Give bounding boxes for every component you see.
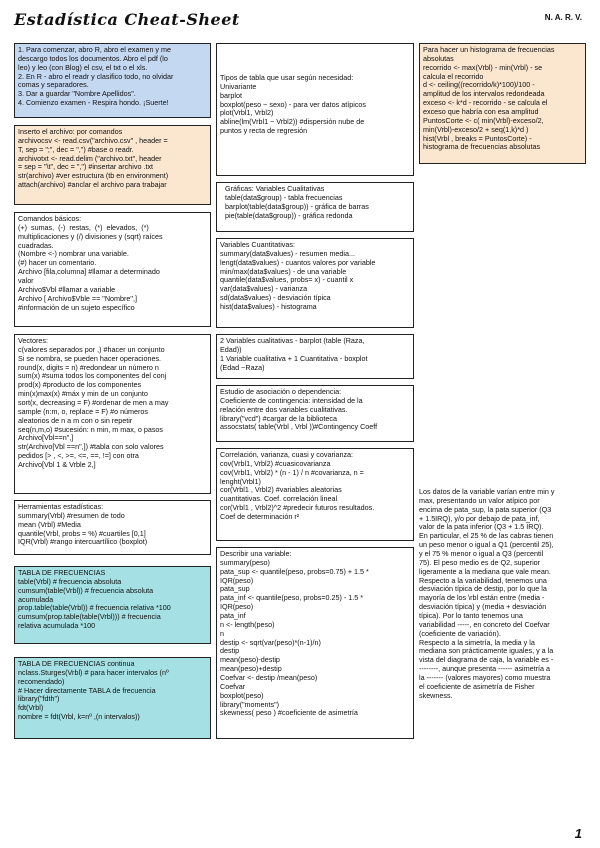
text-line: 2. En R - abro el readr y clasifico todo, no olvidar: [18, 71, 174, 81]
text-line: pata_inf <- quantile(peso, probs=0.25) - 1.5 *: [220, 593, 364, 603]
text-line: Describir una variable:: [220, 549, 292, 558]
text-line: quantile(Vrbl, probs = %) #cuartiles [0,1]: [18, 528, 146, 538]
text-line: mediana son prácticamente iguales, y a la: [419, 646, 554, 656]
insert-file-box: [14, 125, 211, 205]
text-line: aleatorios de n a m con o sin repetir: [18, 415, 133, 425]
text-line: Para hacer un histograma de frecuencias: [423, 45, 555, 54]
text-line: library("fdth"): [18, 694, 60, 704]
text-line: Archivo [ Archivo$Vble == "Nombre",]: [18, 293, 137, 303]
text-line: lengt(data$values) - cuantos valores por variable: [220, 257, 376, 267]
text-line: leo) y leo (con Blog) el csv, el txt o el xls.: [18, 62, 148, 72]
text-line: mayoría de los \rbl están entre (media -: [419, 593, 545, 603]
text-line: 75). El peso medio es de Q2, superior: [419, 557, 541, 567]
text-line: lenght(Vrbl1): [220, 476, 261, 486]
text-line: barplot: [220, 90, 242, 100]
text-line: Variables Cuantitativas:: [220, 240, 295, 249]
text-line: exceso <- k*d - recorrido - se calcula el: [423, 98, 548, 108]
text-line: table(data$group) - tabla frecuencias: [225, 192, 343, 202]
text-line: IQR(peso): [220, 575, 254, 585]
text-line: min(Vrbl)-exceso/2 + seq(1,k)*d ): [423, 124, 529, 134]
text-line: Univariante: [220, 81, 257, 91]
text-line: Coefvar: [220, 681, 246, 691]
text-line: histograma de frecuencias absolutas: [423, 142, 541, 152]
text-line: d <- ceiling((recorrido/k)*100)/100 -: [423, 80, 535, 90]
text-line: cor(Vrbl1 , Vrbl2) #variables aleatorias: [220, 485, 342, 495]
basic-commands-box: [14, 212, 211, 327]
text-line: pie(table(data$group)) - gráfica redonda: [225, 210, 353, 220]
text-line: nombre = fdt(Vrbl, k=nº ,(n intervalos)): [18, 712, 140, 722]
text-line: str(Archivo[Vbl ==n",]) #tabla con solo valores: [18, 442, 164, 452]
text-line: cumsum(prop.table(table(Vrbl))) # frecuencia: [18, 612, 161, 622]
text-line: cumsum(table(Vrbl)) # frecuencia absoluta: [18, 585, 154, 595]
frequency-table-box: [14, 566, 211, 644]
text-line: (+) sumas, (-) restas, (*) elevados, (*): [18, 222, 149, 232]
text-line: destip <- sqrt(var(peso)*(n-1)/n): [220, 637, 321, 647]
describe-variable-box: [216, 547, 414, 739]
text-line: hist(Vrbl , breaks = PuntosCorte) -: [423, 133, 532, 143]
text-line: (Edad ~Raza): [220, 362, 265, 372]
text-line: --------, aunque presenta ------ asimetría a: [419, 664, 550, 674]
text-line: boxplot(peso): [220, 690, 264, 700]
text-line: archivotxt <- read.delim ("archivo.txt", header: [18, 153, 162, 163]
text-line: descargo todos los documentos. Abro el pdf (lo: [18, 53, 168, 63]
text-line: n: [220, 628, 224, 638]
text-line: summary(peso): [220, 557, 270, 567]
text-line: skewness.: [419, 690, 453, 700]
text-line: cuantitativas. Coef. correlación lineal: [220, 494, 338, 504]
text-line: la ------- (valores mayores) como muestra: [419, 673, 551, 683]
continuous-frequency-table-box: [14, 657, 211, 739]
text-line: archivocsv <- read.csv("archivo.csv" , header =: [18, 135, 168, 145]
text-line: 1. Para comenzar, abro R, abro el examen y me: [18, 45, 172, 54]
text-line: abline(lm(Vrbl1 ~ Vrbl2)) #dispersión nube de: [220, 117, 365, 127]
text-line: el coeficiente de asimetría de Fisher: [419, 681, 535, 691]
intro-box: [14, 43, 211, 118]
text-line: var(data$values) - varianza: [220, 284, 308, 294]
text-line: Gráficas: Variables Cualitativas: [225, 184, 325, 193]
vectors-box: [14, 334, 211, 494]
text-line: Inserto el archivo: por comandos: [18, 127, 123, 136]
text-line: relación entre dos variables cualitativas.: [220, 404, 348, 414]
text-line: T, sep = ";", dec = ",") #base o readr.: [18, 144, 134, 154]
text-line: típica). Por lo tanto tenemos una: [419, 611, 523, 621]
text-line: library("vcd") #cargar de la biblioteca: [220, 413, 337, 423]
text-line: round(x, digits = n) #redondear un número n: [18, 362, 159, 372]
text-line: hist(data$values) - histograma: [220, 302, 317, 312]
text-line: summary(data$values) - resumen media...: [220, 248, 356, 258]
text-line: Si se nombra, se pueden hacer operaciones.: [18, 353, 162, 363]
text-line: cuadradas.: [18, 240, 54, 250]
text-line: boxplot(peso ~ sexo) - para ver datos atípicos: [220, 99, 367, 109]
text-line: IQR(peso): [220, 602, 254, 612]
text-line: min(x)max(x) #máx y min de un conjunto: [18, 389, 148, 399]
text-line: sort(x, decreasing = F) #ordenar de men a may: [18, 398, 169, 408]
text-line: barplot(table(data$group)) - gráfica de barras: [225, 201, 369, 211]
text-line: (coeficiente de variación).: [419, 628, 501, 638]
text-line: + 1.5IRQ), y/o por debajo de pata_inf,: [419, 513, 540, 523]
text-line: recomendado): [18, 676, 65, 686]
text-line: cov(Vrbl1, Vrbl2) * (n - 1) / n #covarianza, n =: [220, 467, 364, 477]
text-line: Tipos de tabla que usar según necesidad:: [220, 73, 354, 82]
text-line: (Nombre <-) nombrar una variable.: [18, 249, 129, 259]
text-line: desviación típica) y (media + desviación: [419, 602, 547, 612]
text-line: relativa acumulada *100: [18, 621, 96, 631]
text-line: Los datos de la variable varían entre min y: [419, 488, 555, 496]
text-line: sample (n:m, o, replace = F) #o números: [18, 406, 149, 416]
text-line: calcula el recorrido: [423, 71, 484, 81]
text-line: 4. Comienzo examen - Respira hondo. ¡Suerte!: [18, 98, 169, 108]
text-line: y el 75 % menor o igual a Q3 (percentil: [419, 549, 544, 559]
text-line: un peso menor o igual a Q1 (percentil 25),: [419, 540, 554, 550]
text-line: min/max(data$values) - de una variable: [220, 266, 347, 276]
text-line: cor(Vrbl1 , Vrbl2)^2 #predecir futuros resultados.: [220, 503, 375, 513]
text-line: absolutas: [423, 53, 454, 63]
text-line: mean(peso)+destip: [220, 664, 282, 674]
text-line: pedidos [> , <, >=, <=, ==, !=] con otra: [18, 451, 139, 461]
text-line: valor: [18, 276, 34, 286]
table-types-box: [216, 43, 414, 176]
text-line: pata_inf: [220, 611, 246, 621]
text-line: TABLA DE FRECUENCIAS: [18, 568, 106, 577]
text-line: TABLA DE FRECUENCIAS continua: [18, 659, 135, 668]
text-line: variabilidad -----, en concreto del Coefvar: [419, 619, 550, 629]
text-line: Comandos básicos:: [18, 214, 82, 223]
text-line: library("moments"): [220, 699, 280, 709]
text-line: Coef de determinación r²: [220, 512, 300, 522]
text-line: sum(x) #suma todos los componentes del conj: [18, 371, 167, 381]
text-line: Coeficiente de contingencia: intensidad de la: [220, 395, 363, 405]
text-line: Vectores:: [18, 336, 48, 345]
text-line: Archivo[Vbl==n",]: [18, 433, 74, 443]
qualitative-charts-box: [216, 182, 414, 232]
text-line: attach(archivo) #anclar el archivo para trabajar: [18, 180, 167, 190]
statistical-tools-box: [14, 500, 211, 555]
text-line: = sep = "\t", dec = ",") #insertar archivo .txt: [18, 162, 154, 172]
text-line: puntos y recta de regresión: [220, 126, 308, 136]
page-number: 1: [574, 826, 582, 841]
text-line: acumulada: [18, 594, 54, 604]
author-initials: N. A. R. V.: [544, 13, 582, 22]
text-line: max, presentando un valor atípico por: [419, 495, 540, 505]
text-line: fdt(Vrbl): [18, 703, 44, 713]
text-line: En particular, el 25 % de las cabras tienen: [419, 531, 554, 541]
text-line: 2 Variables cualitativas - barplot (table (Raza,: [220, 336, 365, 345]
text-line: exceso que habría con esa amplitud: [423, 107, 539, 117]
text-line: Archivo[Vbl 1 & Vrble 2,]: [18, 460, 96, 470]
text-line: plot(Vrbl1, Vrbl2): [220, 108, 274, 118]
text-line: valor de la pata inferior (Q3 + 1.5 IRQ).: [419, 522, 544, 532]
text-line: quantile(data$values, probs= x) - cuantil x: [220, 275, 354, 285]
text-line: mean (Vrbl) #Media: [18, 519, 81, 529]
quantitative-variables-box: [216, 238, 414, 328]
text-line: str(archivo) #ver estructura (tb en environment): [18, 171, 169, 181]
text-line: destip: [220, 646, 240, 656]
histogram-box: [419, 43, 586, 164]
text-line: 1 Variable cualitativa + 1 Cuantitativa - boxplot: [220, 353, 368, 363]
text-line: seq(n,m,o) #sucesión: n min, m max, o pasos: [18, 424, 164, 434]
text-line: pata_sup <- quantile(peso, probs=0.75) + 1.5 *: [220, 566, 369, 576]
text-line: Archivo$Vbl #llamar a variable: [18, 284, 116, 294]
page-title: Estadística Cheat-Sheet: [14, 10, 240, 29]
text-line: Coefvar <- destip /mean(peso): [220, 673, 318, 683]
text-line: assocstats( table(Vrbl , Vrbl ))#Contingency Coeff: [220, 422, 378, 432]
text-line: amplitud de los intervalos redondeada: [423, 89, 545, 99]
text-line: ligeramente a la mediana que vale mean.: [419, 566, 551, 576]
text-line: Edad)): [220, 344, 242, 354]
text-line: PuntosCorte <- c( min(Vrbl)-exceso/2,: [423, 115, 544, 125]
text-line: skewness( peso ) #coeficiente de asimetría: [220, 708, 358, 718]
text-line: Archivo [fila,columna] #llamar a determinado: [18, 267, 160, 277]
text-line: IQR(Vrbl) #rango intercuartílico (boxplot): [18, 537, 148, 547]
text-line: encima de pata_sup, la pata superior (Q3: [419, 504, 552, 514]
text-line: vista del diagrama de caja, la variable es -: [419, 655, 554, 665]
text-line: desviación típica de destip, por lo que la: [419, 584, 547, 594]
text-line: n <- length(peso): [220, 619, 275, 629]
text-line: # Hacer directamente TABLA de frecuencia: [18, 685, 156, 695]
association-box: [216, 385, 414, 442]
text-line: comas y separadores.: [18, 80, 89, 90]
text-line: multiplicaciones y (/) divisiones y (sqrt) raíces: [18, 231, 163, 241]
text-line: c(valores separados por ,) #hacer un conjunto: [18, 344, 165, 354]
text-line: recorrido <- max(Vrbl) - min(Vrbl) - se: [423, 62, 543, 72]
text-line: sd(data$values) - desviación típica: [220, 293, 331, 303]
text-line: cov(Vrbl1, Vrbl2) #cuasicovarianza: [220, 458, 331, 468]
text-line: nclass.Sturges(Vrbl) # para hacer intervalos (nº: [18, 667, 169, 677]
text-line: pata_sup: [220, 584, 250, 594]
text-line: (#) hacer un comentario.: [18, 258, 97, 268]
correlation-box: [216, 448, 414, 541]
text-line: prod(x) #producto de los componentes: [18, 380, 142, 390]
text-line: Respecto a la variabilidad, tenemos una: [419, 575, 547, 585]
text-line: #información de un sujeto específico: [18, 302, 135, 312]
text-line: summary(Vrbl) #resumen de todo: [18, 510, 125, 520]
text-line: table(Vrbl) # frecuencia absoluta: [18, 576, 122, 586]
text-line: Correlación, varianza, cuasi y covarianza:: [220, 450, 354, 459]
text-line: prop.table(table(Vrbl)) # frecuencia relativa *100: [18, 603, 171, 613]
text-line: Estudio de asociación o dependencia:: [220, 387, 342, 396]
two-variables-box: [216, 334, 414, 379]
text-line: Herramientas estadísticas:: [18, 502, 104, 511]
interpretation-text: [419, 488, 589, 740]
text-line: Respecto a la simetría, la media y la: [419, 637, 535, 647]
text-line: 3. Dar a guardar "Nombre Apellidos".: [18, 89, 136, 99]
text-line: mean(peso)-destip: [220, 655, 280, 665]
